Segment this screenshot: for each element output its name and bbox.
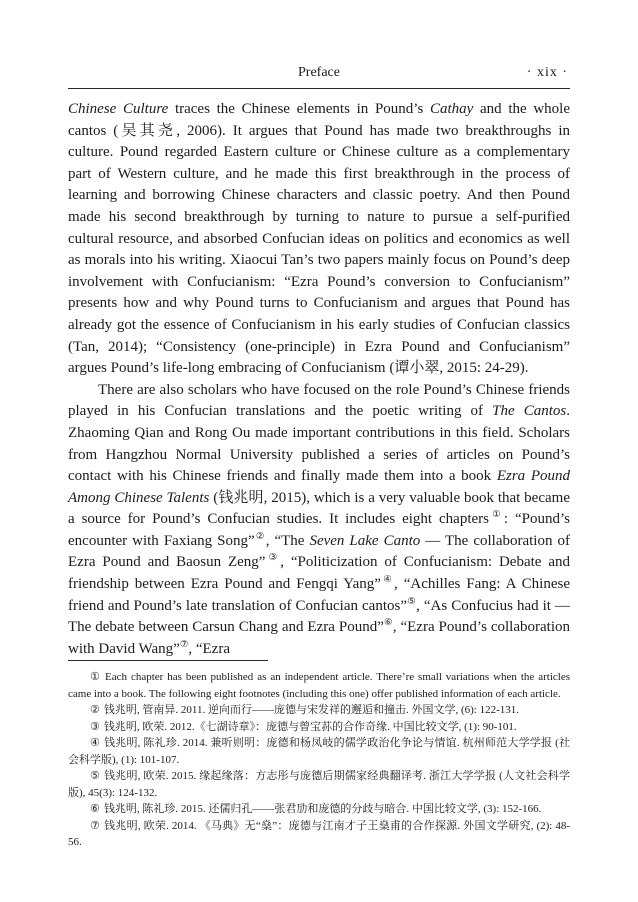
footnote: [68, 768, 570, 801]
footnote-marker: ⑤: [90, 770, 101, 782]
text-run: — The collaboration of Ezra Pound and Baosun Zeng”: [68, 532, 570, 571]
footnote-separator-rule: [68, 660, 268, 661]
footnote: [68, 818, 570, 851]
text-run: There are also scholars who have focused on the role Pound’s Chinese friends played in his Confucian translations and the poetic writing of: [68, 381, 570, 420]
footnote-text: 钱兆明, 陈礼珍. 2015. 还儒归孔——张君劢和庞德的分歧与暗合. 中国比较文学, (3): 152-166.: [103, 803, 542, 815]
footnote-marker: ④: [90, 737, 101, 749]
text-run: , “Ezra: [188, 640, 230, 657]
footnote-reference: ③: [265, 553, 281, 564]
header-title: Preface: [298, 65, 340, 80]
italic-title: Seven Lake Canto: [309, 532, 421, 549]
footnote-reference: ⑥: [383, 618, 393, 629]
italic-title: Ezra Pound Among Chinese Talents: [68, 468, 571, 506]
footnote-marker: ⑦: [90, 819, 101, 832]
text-run: : “Pound’s encounter with Faxiang Song”: [68, 511, 570, 549]
footnote: [68, 669, 570, 702]
footnote-marker: ①: [90, 671, 102, 683]
footnote-reference: ②: [254, 531, 266, 542]
text-run: , “As Confucius had it — The debate between Carsun Chang and Ezra Pound”: [68, 597, 570, 636]
text-run: . Zhaoming Qian and Rong Ou made important contributions in this field. Scholars from Hangzhou Normal University published a series of articles on Pound’s contact with his Chinese friends and finally made them into a book: [68, 403, 570, 485]
footnote-text: 钱兆明, 欧荣. 2012.《七湖诗章》：庞德与曾宝荪的合作奇缘. 中国比较文学, (1): 90-101.: [103, 720, 517, 733]
footnote-text: 钱兆明, 管南异. 2011. 逆向而行——庞德与宋发祥的邂逅和撞击. 外国文学, (6): 122-131.: [103, 704, 520, 716]
footnote-marker: ②: [90, 704, 100, 716]
text-run: (钱兆明, 2015), which is a very valuable book that became a source for Pound’s Confucian studies. It includes eight chapters: [68, 489, 570, 528]
running-header: [68, 64, 570, 89]
text-run: , “Ezra Pound’s collaboration with David Wang”: [68, 619, 570, 657]
footnote-marker: ③: [90, 720, 100, 733]
footnote: [68, 735, 570, 768]
body-paragraph: [68, 380, 570, 661]
footnote: [68, 702, 570, 719]
footnote-reference: ①: [489, 510, 504, 521]
footnote: [68, 801, 570, 818]
text-run: , “Achilles Fang: A Chinese friend and Pound’s late translation of Confucian cantos”: [68, 576, 570, 614]
footnote-reference: ⑦: [179, 639, 189, 650]
footnote-text: 钱兆明, 欧荣. 2014. 《马典》无“燊”：庞德与江南才子王燊甫的合作探源. 外国文学研究, (2): 48-56.: [68, 819, 570, 848]
text-run: and the whole cantos (吴其尧, 2006). It argues that Pound has made two breakthroughs in culture. Pound regarded Eastern culture or Chinese culture as a complementary part of Western culture, and he made this first breakthrough in the process of learning and borrowing Chinese characters and classic poetry. And then Pound made his second breakthrough by turning to nature to pursue a self-purified cultural resource, and absorbed Confucian ideas on politics and economics as well as morals into his writing. Xiaocui Tan’s two papers mainly focus on Pound’s deep involvement with Confucianism: “Ezra Pound’s conversion to Confucianism” presents how and why Pound turns to Confucianism and argues that Pound has already got the essence of Confucianism in his early studies of Confucian classics (Tan, 2014); “Consistency (one-principle) in Ezra Pound and Confucianism” argues Pound’s life-long embracing of Confucianism (谭小翠, 2015: 24-29).: [68, 101, 571, 377]
page-number: · xix ·: [526, 65, 568, 80]
text-run: , “The: [265, 532, 310, 549]
footnote-text: 钱兆明, 欧荣. 2015. 缘起缘落：方志彤与庞德后期儒家经典翻译考. 浙江大学学报 (人文社会科学版), 45(3): 124-132.: [68, 770, 570, 799]
footnote-text: 钱兆明, 陈礼珍. 2014. 兼听则明：庞德和杨凤岐的儒学政治化争论与情谊. 杭州师范大学学报 (社会科学版), (1): 101-107.: [68, 737, 570, 766]
italic-title: Chinese Culture: [68, 101, 169, 117]
footnote-reference: ⑤: [407, 596, 417, 607]
text-run: traces the Chinese elements in Pound’s: [168, 101, 430, 117]
footnotes-list: [68, 669, 570, 851]
italic-title: Cathay: [429, 101, 474, 117]
body-text: [68, 99, 570, 660]
footnote-reference: ④: [380, 575, 394, 586]
footnote-text: Each chapter has been published as an independent article. There’re small variations when the articles came into a book. The following eight footnotes (including this one) offer published information of each article.: [68, 671, 570, 700]
footnote-marker: ⑥: [90, 803, 100, 815]
body-paragraph: [68, 99, 570, 380]
footnote: [68, 719, 570, 736]
text-run: , “Politicization of Confucianism: Debate and friendship between Ezra Pound and Fengqi Yang”: [68, 554, 570, 593]
footnotes-section: [68, 660, 570, 851]
italic-title: The Cantos: [492, 403, 567, 420]
